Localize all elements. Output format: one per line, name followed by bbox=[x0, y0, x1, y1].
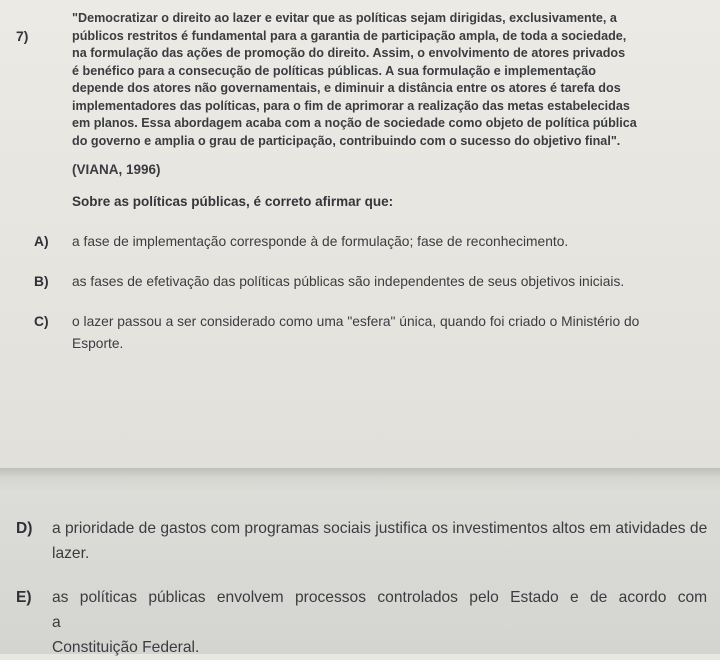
question-number: 7) bbox=[16, 28, 29, 44]
option-e-text[interactable] bbox=[52, 585, 712, 660]
option-d-letter[interactable]: D) bbox=[16, 520, 33, 537]
quote-line: públicos restritos é fundamental para a garantia de participação ampla, de toda a sociedade, bbox=[72, 28, 627, 43]
option-a-line: a fase de implementação corresponde à de formulação; fase de reconhecimento. bbox=[72, 234, 569, 249]
option-e-line: Constituição Federal. bbox=[52, 639, 200, 656]
quote-line: depende dos atores não governamentais, e diminuir a distância entre os atores é tarefa dos bbox=[72, 81, 621, 95]
option-a-letter[interactable]: A) bbox=[34, 234, 49, 249]
option-c-line: o lazer passou a ser considerado como uma "esfera" única, quando foi criado o Ministério do bbox=[72, 314, 640, 329]
quote-line: implementadores das políticas, para o fim de aprimorar a realização das metas estabelecidas bbox=[72, 98, 630, 113]
option-d-line: lazer. bbox=[52, 545, 90, 562]
option-d-line: a prioridade de gastos com programas sociais justifica os investimentos altos em atividades de bbox=[52, 520, 708, 537]
option-b-text[interactable] bbox=[72, 271, 624, 293]
quote-line: na formulação das ações de promoção do direito. Assim, o envolvimento de atores privados bbox=[72, 46, 626, 60]
question-quote bbox=[72, 10, 672, 150]
option-c-text[interactable] bbox=[72, 311, 692, 355]
option-e-letter[interactable]: E) bbox=[16, 589, 32, 606]
quote-line: "Democratizar o direito ao lazer e evitar que as políticas sejam dirigidas, exclusivamente, a bbox=[72, 11, 617, 25]
paper-fold bbox=[0, 468, 720, 494]
quote-line: em planos. Essa abordagem acaba com a noção de sociedade como objeto de política pública bbox=[72, 116, 637, 130]
option-c-line: Esporte. bbox=[72, 336, 124, 351]
quote-line: do governo e amplia o grau de participação, contribuindo com o sucesso do objetivo final". bbox=[72, 133, 621, 148]
option-d-text[interactable] bbox=[52, 516, 712, 566]
quote-citation: (VIANA, 1996) bbox=[72, 162, 161, 177]
option-a-text[interactable] bbox=[72, 231, 568, 253]
option-b-letter[interactable]: B) bbox=[34, 274, 49, 289]
question-stem: Sobre as políticas públicas, é correto afirmar que: bbox=[72, 194, 394, 209]
quote-line: é benéfico para a consecução de políticas públicas. A sua formulação e implementação bbox=[72, 63, 596, 78]
option-c-letter[interactable]: C) bbox=[34, 314, 49, 329]
option-e-line: as políticas públicas envolvem processos controlados pelo Estado e de acordo com a bbox=[52, 589, 708, 631]
option-b-line: as fases de efetivação das políticas públicas são independentes de seus objetivos iniciais. bbox=[72, 274, 625, 289]
